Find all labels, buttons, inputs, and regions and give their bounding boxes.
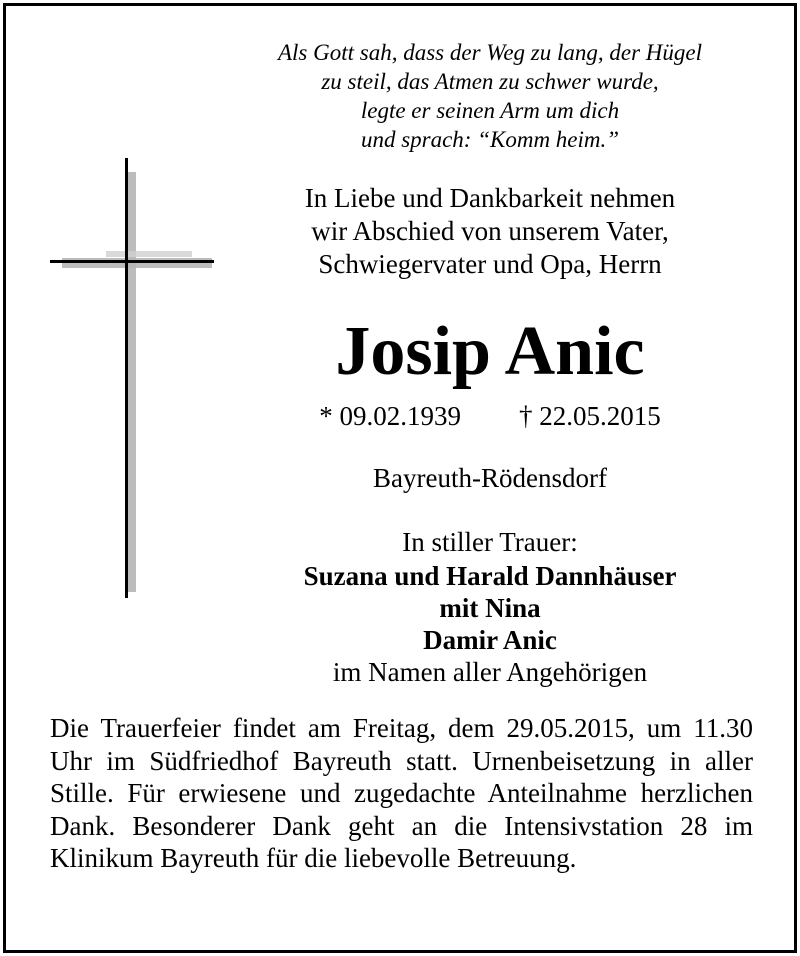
mourner-name: mit Nina (439, 593, 541, 623)
life-dates (200, 400, 780, 432)
mourners-block (200, 526, 780, 688)
residence: Bayreuth-Rödensdorf (373, 463, 607, 493)
intro-line: Schwiegervater und Opa, Herrn (318, 249, 662, 279)
birth-date: * 09.02.1939 (319, 401, 461, 431)
cross-icon (46, 158, 218, 598)
mourner-name: Suzana und Harald Dannhäuser (303, 561, 677, 591)
mourners-closing: im Namen aller Angehörigen (332, 657, 648, 687)
deceased-name: Josip Anic (335, 313, 645, 390)
death-date: † 22.05.2015 (519, 401, 661, 431)
funeral-notice: Die Trauerfeier findet am Freitag, dem 29.05.2015, um 11.30 Uhr im Südfriedhof Bayreuth statt. Urnenbeisetzung in aller Stille. Für erwiesene und zugedachte Anteilnahme herzlichen Dank. Besonderer Dank geht an die Intensivstation 28 im Klinikum Bayreuth für die liebevolle Betreuung. (50, 713, 753, 873)
mourner-name: Damir Anic (423, 625, 557, 655)
mourners-heading: In stiller Trauer: (402, 527, 578, 557)
poem-line: Als Gott sah, dass der Weg zu lang, der Hügel (277, 40, 702, 65)
poem-line: legte er seinen Arm um dich (360, 98, 620, 123)
poem-line: und sprach: “Komm heim.” (360, 127, 620, 152)
intro-line: In Liebe und Dankbarkeit nehmen (304, 183, 676, 213)
intro-text (200, 182, 780, 281)
intro-line: wir Abschied von unserem Vater, (311, 216, 669, 246)
poem-line: zu steil, das Atmen zu schwer wurde, (321, 69, 659, 94)
poem (200, 38, 780, 154)
